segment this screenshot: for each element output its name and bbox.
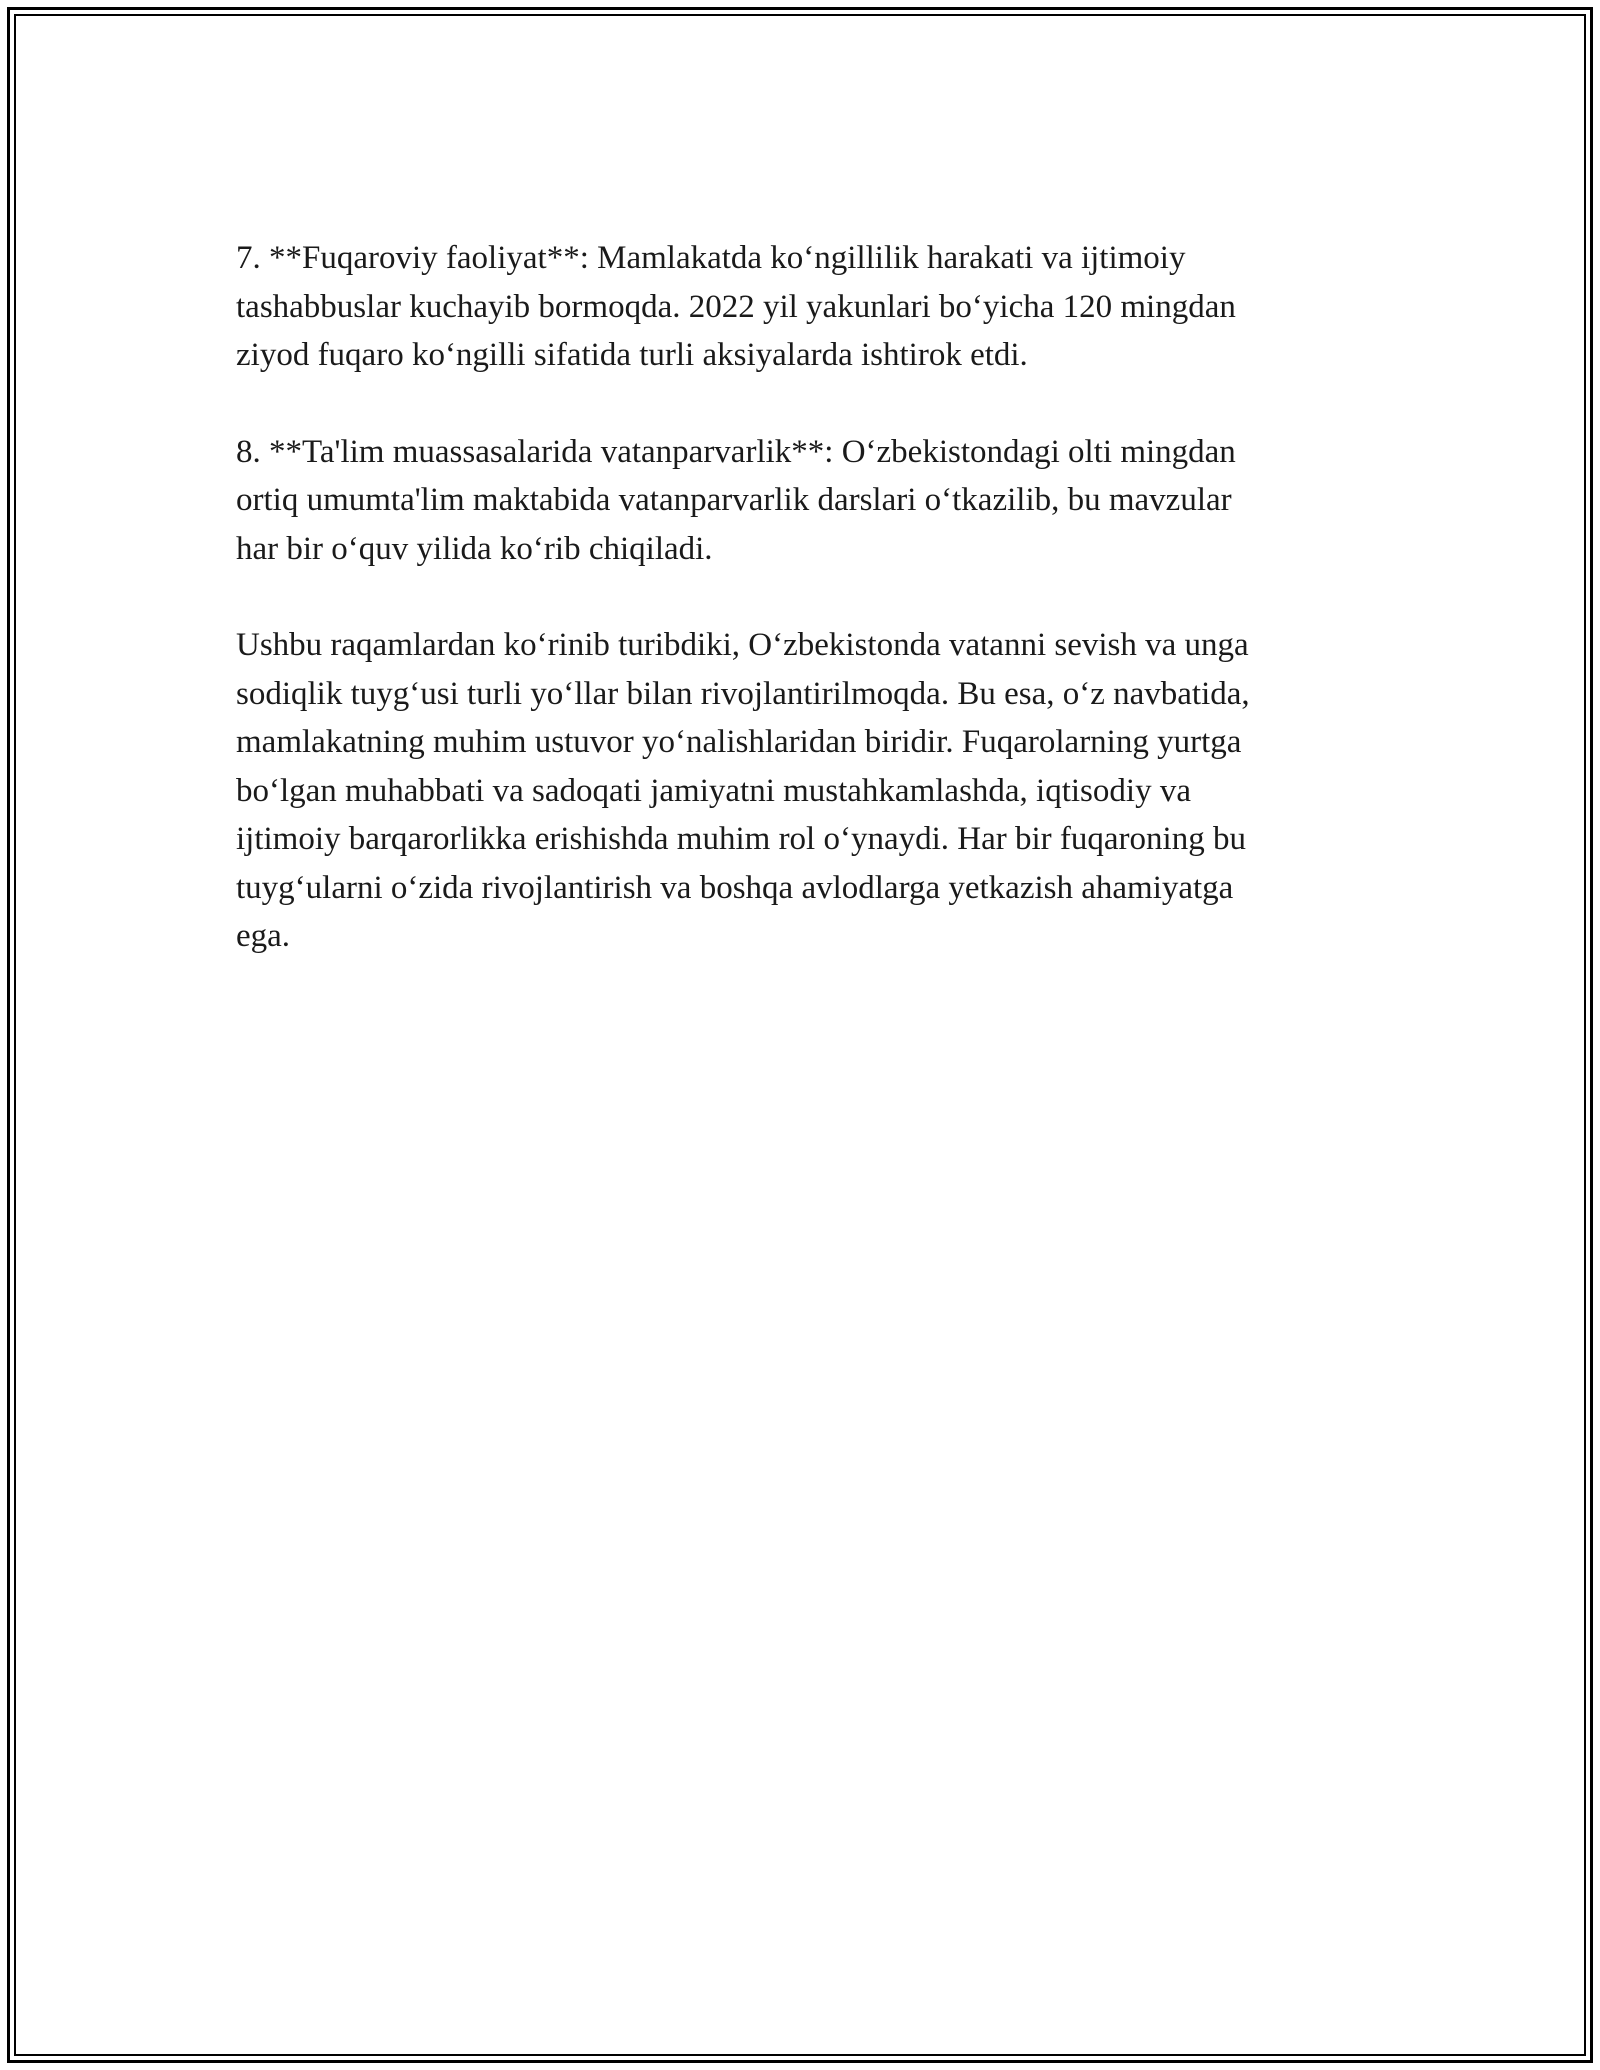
paragraph-conclusion: Ushbu raqamlardan ko‘rinib turibdiki, O‘zbekistonda vatanni sevish va unga sodiqlik tuyg‘usi turli yo‘llar bilan rivojlantirilmoqda. Bu esa, o‘z navbatida, mamlakatning muhim ustuvor yo‘nalishlaridan biridir. Fuqarolarning yurtga bo‘lgan muhabbati va sadoqati jamiyatni mustahkamlashda, iqtisodiy va ijtimoiy barqarorlikka erishishda muhim rol o‘ynaydi. Har bir fuqaroning bu tuyg‘ularni o‘zida rivojlantirish va boshqa avlodlarga yetkazish ahamiyatga ega. [236,627,1250,954]
paragraph-civic-activity: 7. **Fuqaroviy faoliyat**: Mamlakatda ko‘ngillilik harakati va ijtimoiy tashabbuslar kuchayib bormoqda. 2022 yil yakunlari bo‘yicha 120 mingdan ziyod fuqaro ko‘ngilli sifatida turli aksiyalarda ishtirok etdi. [236,240,1236,373]
paragraph-patriotism-education: 8. **Ta'lim muassasalarida vatanparvarlik**: O‘zbekistondagi olti mingdan ortiq umumta'lim maktabida vatanparvarlik darslari o‘tkazilib, bu mavzular har bir o‘quv yilida ko‘rib chiqiladi. [236,433,1236,567]
document-body [236,234,1366,1009]
